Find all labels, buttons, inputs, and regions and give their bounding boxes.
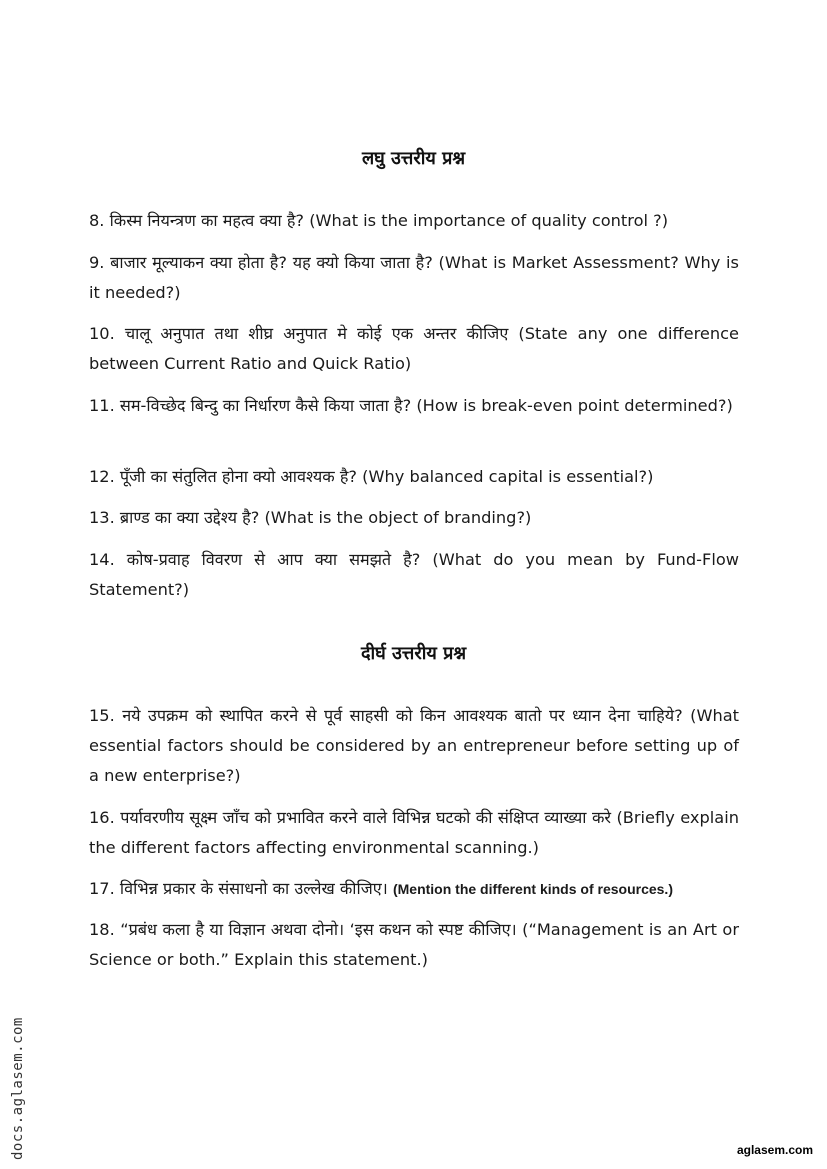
question-text-english: (What essential factors should be considered by an entrepreneur before setting up of a new enterprise?): [89, 706, 739, 785]
long-answer-heading: दीर्घ उत्तरीय प्रश्न: [360, 643, 467, 664]
question-text-hindi: “प्रबंध कला है या विज्ञान अथवा दोनो। ‘इस कथन को स्पष्ट कीजिए।: [120, 920, 517, 939]
question-text-english: (What is the importance of quality control ?): [309, 211, 669, 230]
question-16: [89, 803, 739, 863]
question-15: [89, 701, 739, 791]
question-8: [89, 206, 739, 236]
question-text-hindi: कोष-प्रवाह विवरण से आप क्या समझते है?: [126, 550, 421, 569]
question-number: 17.: [89, 879, 115, 898]
question-number: 11.: [89, 396, 115, 415]
question-number: 12.: [89, 467, 115, 486]
question-number: 10.: [89, 324, 115, 343]
question-number: 14.: [89, 550, 115, 569]
question-13: [89, 503, 739, 533]
question-text-english: (What is the object of branding?): [264, 508, 532, 527]
question-10: [89, 319, 739, 379]
question-number: 16.: [89, 808, 115, 827]
question-text-english: (Why balanced capital is essential?): [362, 467, 654, 486]
question-text-english: (State any one difference between Current Ratio and Quick Ratio): [89, 324, 739, 373]
question-text-hindi: बाजार मूल्याकन क्या होता है? यह क्यो किया जाता है?: [110, 253, 433, 272]
watermark-text: docs.aglasem.com: [10, 1017, 26, 1160]
short-answer-heading: लघु उत्तरीय प्रश्न: [361, 148, 466, 169]
question-text-english: (“Management is an Art or Science or both.” Explain this statement.): [89, 920, 739, 969]
question-text-hindi: विभिन्न प्रकार के संसाधनो का उल्लेख कीजिए।: [119, 879, 388, 898]
question-number: 13.: [89, 508, 115, 527]
question-text-english: (How is break-even point determined?): [416, 396, 733, 415]
question-12: [89, 462, 739, 492]
question-number: 15.: [89, 706, 115, 725]
question-number: 8.: [89, 211, 105, 230]
question-14: [89, 545, 739, 605]
question-text-english: (What do you mean by Fund-Flow Statement?): [89, 550, 739, 599]
question-text-hindi: नये उपक्रम को स्थापित करने से पूर्व साहसी को किन आवश्यक बातो पर ध्यान देना चाहिये?: [122, 706, 683, 725]
question-text-hindi: पर्यावरणीय सूक्ष्म जाँच को प्रभावित करने वाले विभिन्न घटको की संक्षिप्त व्याख्या करे: [120, 808, 612, 827]
question-text-english: (Mention the different kinds of resources.): [392, 881, 673, 897]
question-number: 18.: [89, 920, 115, 939]
question-11: [89, 391, 739, 421]
question-9: [89, 248, 739, 308]
question-text-hindi: पूँजी का संतुलित होना क्यो आवश्यक है?: [119, 467, 358, 486]
question-17: [89, 874, 739, 904]
question-text-hindi: सम-विच्छेद बिन्दु का निर्धारण कैसे किया जाता है?: [119, 396, 412, 415]
footer-brand-link[interactable]: aglasem.com: [736, 1143, 813, 1157]
question-text-hindi: किस्म नियन्त्रण का महत्व क्या है?: [109, 211, 305, 230]
question-text-english: (Briefly explain the different factors affecting environmental scanning.): [89, 808, 739, 857]
question-text-hindi: चालू अनुपात तथा शीघ्र अनुपात मे कोई एक अन्तर कीजिए: [124, 324, 509, 343]
question-number: 9.: [89, 253, 105, 272]
question-18: [89, 915, 739, 975]
question-text-hindi: ब्राण्ड का क्या उद्देश्य है?: [119, 508, 260, 527]
question-text-english: (What is Market Assessment? Why is it needed?): [89, 253, 739, 302]
